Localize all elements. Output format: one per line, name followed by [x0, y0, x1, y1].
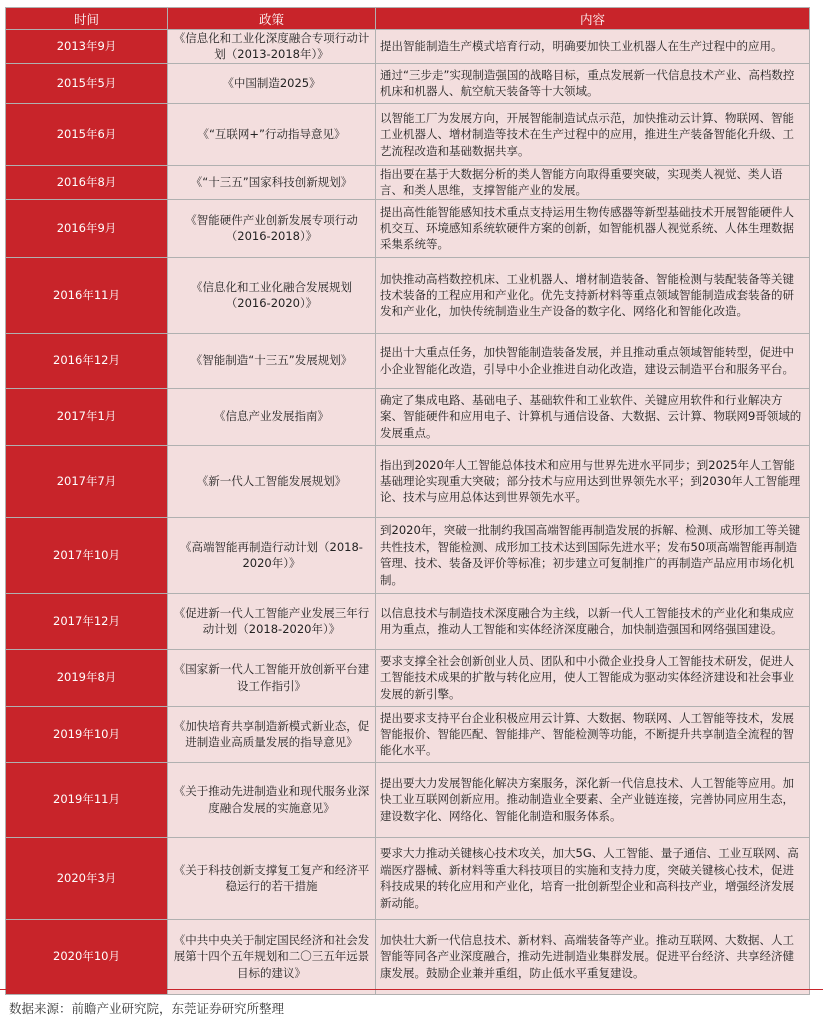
- row-policy: 《“互联网+”行动指导意见》: [168, 103, 376, 165]
- row-content: 指出要在基于大数据分析的类人智能方向取得重要突破，实现类人视觉、类人语言、和类人思维，支撑智能产业的发展。: [376, 165, 810, 199]
- row-date: 2019年8月: [6, 649, 168, 706]
- row-policy: 《信息化和工业化融合发展规划（2016-2020）》: [168, 257, 376, 333]
- row-content: 加快推动高档数控机床、工业机器人、增材制造装备、智能检测与装配装备等关键技术装备的工程应用和产业化。优先支持新材料等重点领域智能制造成套装备的研发和产业化，加快传统制造业生产设备的数字化、网络化和智能化改造。: [376, 257, 810, 333]
- row-date: 2013年9月: [6, 30, 168, 64]
- row-policy: 《智能制造“十三五”发展规划》: [168, 333, 376, 388]
- table-row: [6, 103, 810, 165]
- row-date: 2019年10月: [6, 706, 168, 762]
- row-date: 2016年11月: [6, 257, 168, 333]
- row-policy: 《国家新一代人工智能开放创新平台建设工作指引》: [168, 649, 376, 706]
- row-policy: 《信息化和工业化深度融合专项行动计划（2013-2018年）》: [168, 30, 376, 64]
- row-date: 2015年6月: [6, 103, 168, 165]
- row-policy: 《信息产业发展指南》: [168, 388, 376, 445]
- row-content: 以信息技术与制造技术深度融合为主线，以新一代人工智能技术的产业化和集成应用为重点，推动人工智能和实体经济深度融合，加快制造强国和网络强国建设。: [376, 593, 810, 649]
- row-date: 2020年3月: [6, 837, 168, 919]
- source-note: 数据来源：前瞻产业研究院，东莞证券研究所整理: [9, 1001, 285, 1016]
- row-content: 要求支撑全社会创新创业人员、团队和中小微企业投身人工智能技术研发，促进人工智能技术成果的扩散与转化应用，使人工智能成为驱动实体经济建设和社会事业发展的新引擎。: [376, 649, 810, 706]
- row-content: 提出要求支持平台企业积极应用云计算、大数据、物联网、人工智能等技术，发展智能报价、智能匹配、智能排产、智能检测等功能，不断提升共享制造全流程的智能化水平。: [376, 706, 810, 762]
- row-policy: 《智能硬件产业创新发展专项行动（2016-2018）》: [168, 199, 376, 257]
- row-content: 通过“三步走”实现制造强国的战略目标，重点发展新一代信息技术产业、高档数控机床和机器人、航空航天装备等十大领域。: [376, 63, 810, 103]
- row-policy: 《中共中央关于制定国民经济和社会发展第十四个五年规划和二〇三五年远景目标的建议》: [168, 919, 376, 994]
- row-policy: 《高端智能再制造行动计划（2018-2020年）》: [168, 517, 376, 593]
- row-date: 2017年12月: [6, 593, 168, 649]
- row-content: 提出智能制造生产模式培育行动，明确要加快工业机器人在生产过程中的应用。: [376, 30, 810, 64]
- row-content: 以智能工厂为发展方向，开展智能制造试点示范，加快推动云计算、物联网、智能工业机器人、增材制造等技术在生产过程中的应用，推进生产装备智能化升级、工艺流程改造和基础数据共享。: [376, 103, 810, 165]
- row-date: 2016年8月: [6, 165, 168, 199]
- table-header-row: [6, 8, 810, 30]
- table-row: [6, 649, 810, 706]
- row-date: 2017年7月: [6, 445, 168, 517]
- policy-table: [5, 7, 810, 995]
- row-date: 2016年12月: [6, 333, 168, 388]
- table-row: [6, 30, 810, 64]
- row-date: 2017年1月: [6, 388, 168, 445]
- row-content: 提出要大力发展智能化解决方案服务，深化新一代信息技术、人工智能等应用。加快工业互联网创新应用。推动制造业全要素、全产业链连接，完善协同应用生态，建设数字化、网络化、智能化制造和服务体系。: [376, 762, 810, 837]
- row-date: 2016年9月: [6, 199, 168, 257]
- row-content: 提出十大重点任务，加快智能制造装备发展，并且推动重点领域智能转型，促进中小企业智能化改造，引导中小企业推进自动化改造，建设云制造平台和服务平台。: [376, 333, 810, 388]
- table-row: [6, 199, 810, 257]
- table-row: [6, 165, 810, 199]
- row-content: 要求大力推动关键核心技术攻关，加大5G、人工智能、量子通信、工业互联网、高端医疗器械、新材料等重大科技项目的实施和支持力度，突破关键核心技术，促进科技成果的转化应用和产业化，培育一批创新型企业和高科技产业，增强经济发展新动能。: [376, 837, 810, 919]
- row-policy: 《中国制造2025》: [168, 63, 376, 103]
- row-policy: 《加快培育共享制造新模式新业态，促进制造业高质量发展的指导意见》: [168, 706, 376, 762]
- header-time: 时间: [6, 8, 168, 30]
- table-row: [6, 919, 810, 994]
- table-row: [6, 333, 810, 388]
- row-content: 到2020年，突破一批制约我国高端智能再制造发展的拆解、检测、成形加工等关键共性技术，智能检测、成形加工技术达到国际先进水平；发布50项高端智能再制造管理、技术、装备及评价等标准；初步建立可复制推广的再制造产品应用市场化机制。: [376, 517, 810, 593]
- table-row: [6, 593, 810, 649]
- row-policy: 《新一代人工智能发展规划》: [168, 445, 376, 517]
- row-content: 指出到2020年人工智能总体技术和应用与世界先进水平同步；到2025年人工智能基础理论实现重大突破；部分技术与应用达到世界领先水平；到2030年人工智能理论、技术与应用总体达到世界领先水平。: [376, 445, 810, 517]
- row-policy: 《关于推动先进制造业和现代服务业深度融合发展的实施意见》: [168, 762, 376, 837]
- row-content: 提出高性能智能感知技术重点支持运用生物传感器等新型基础技术开展智能硬件人机交互、环境感知系统软硬件方案的创新，如智能机器人视觉系统、人体生理数据采集系统等。: [376, 199, 810, 257]
- table-row: [6, 837, 810, 919]
- row-content: 确定了集成电路、基础电子、基础软件和工业软件、关键应用软件和行业解决方案、智能硬件和应用电子、计算机与通信设备、大数据、云计算、物联网9哥领域的发展重点。: [376, 388, 810, 445]
- header-policy: 政策: [168, 8, 376, 30]
- row-policy: 《关于科技创新支撑复工复产和经济平稳运行的若干措施: [168, 837, 376, 919]
- row-policy: 《促进新一代人工智能产业发展三年行动计划（2018-2020年）》: [168, 593, 376, 649]
- table-row: [6, 445, 810, 517]
- row-date: 2017年10月: [6, 517, 168, 593]
- row-date: 2019年11月: [6, 762, 168, 837]
- table-row: [6, 388, 810, 445]
- header-content: 内容: [376, 8, 810, 30]
- table-row: [6, 257, 810, 333]
- row-policy: 《“十三五”国家科技创新规划》: [168, 165, 376, 199]
- table-row: [6, 517, 810, 593]
- table-row: [6, 762, 810, 837]
- row-date: 2020年10月: [6, 919, 168, 994]
- source-divider: [0, 989, 823, 990]
- row-date: 2015年5月: [6, 63, 168, 103]
- row-content: 加快壮大新一代信息技术、新材料、高端装备等产业。推动互联网、大数据、人工智能等同各产业深度融合，推动先进制造业集群发展。促进平台经济、共享经济健康发展。鼓励企业兼并重组，防止低水平重复建设。: [376, 919, 810, 994]
- table-body: [6, 30, 810, 995]
- table-row: [6, 706, 810, 762]
- table-row: [6, 63, 810, 103]
